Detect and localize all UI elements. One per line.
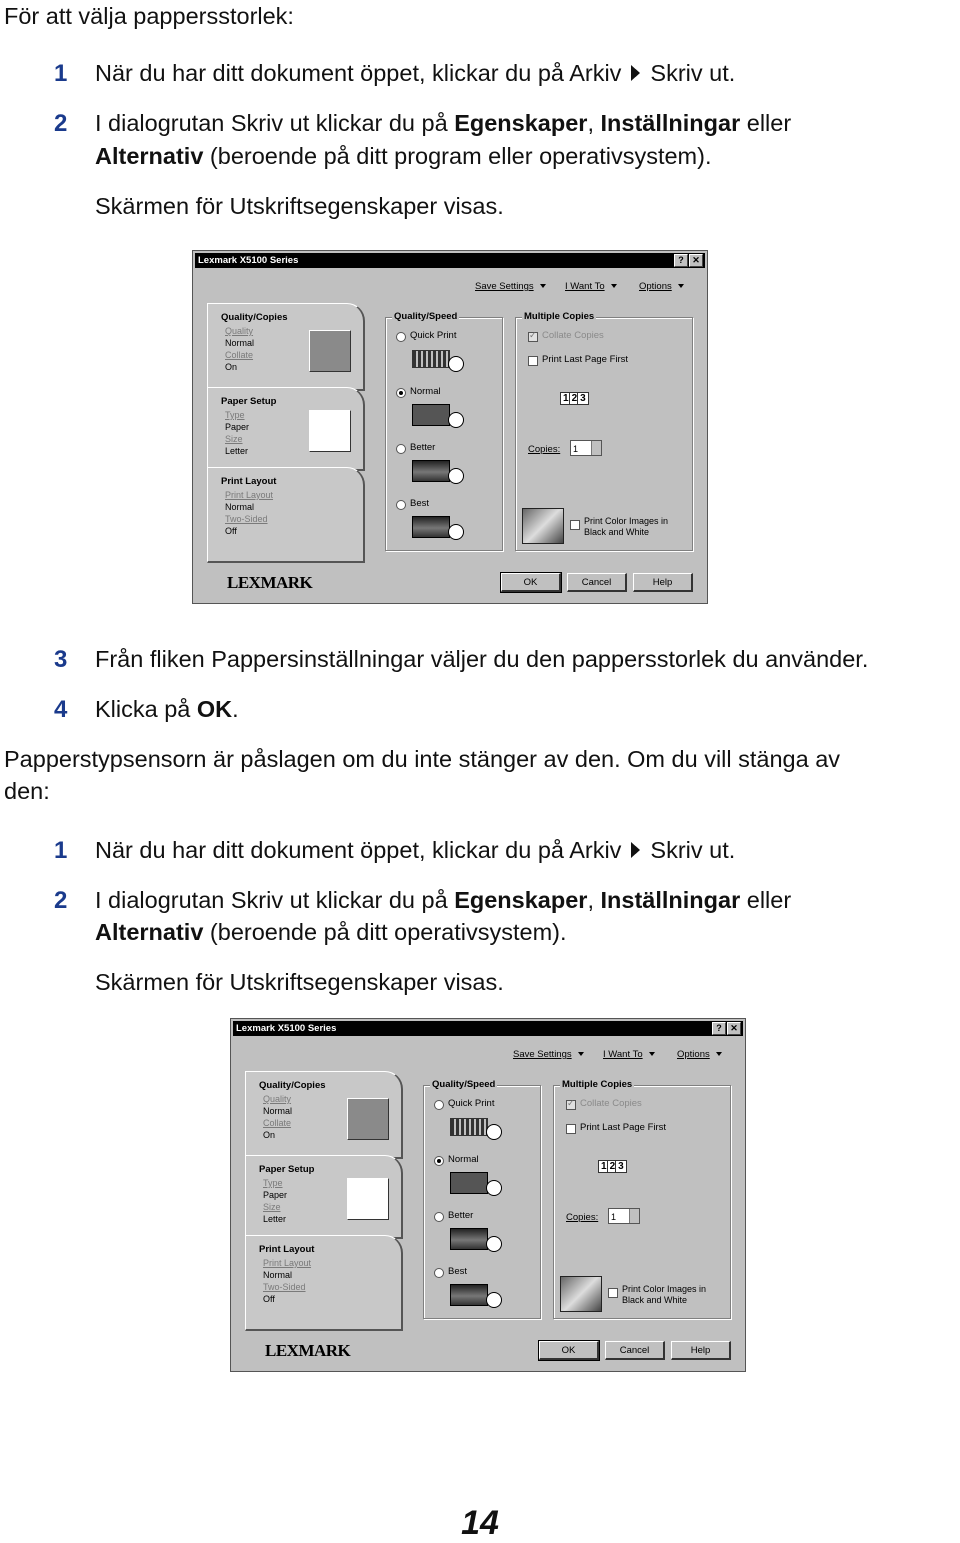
menu-label: I Want To <box>603 1049 643 1060</box>
step-rest: (beroende på ditt program eller operativsystem). <box>203 143 712 169</box>
group-label: Quality/Speed <box>432 1079 496 1090</box>
tab-label: Collate <box>263 1118 292 1128</box>
tab-label: Print Layout <box>263 1258 312 1268</box>
print-properties-dialog-2 <box>230 1018 746 1372</box>
close-icon[interactable]: ✕ <box>689 254 703 267</box>
black-white-label: Print Color Images in Black and White <box>584 516 669 537</box>
step-pre: När du har ditt dokument öppet, klickar du på Arkiv <box>95 837 622 863</box>
tab-heading: Paper Setup <box>221 396 277 407</box>
tab-print-layout[interactable] <box>207 467 365 563</box>
separator: , <box>587 110 601 136</box>
tab-heading: Paper Setup <box>259 1164 315 1175</box>
settings-tabs <box>207 303 369 565</box>
lexmark-logo: LEXMARK <box>227 573 313 592</box>
collated-pages-icon: 1 2 3 <box>560 392 586 405</box>
copies-spinner[interactable]: 1 <box>570 440 602 456</box>
better-quality-icon <box>412 460 466 484</box>
chevron-down-icon <box>540 284 546 288</box>
chevron-down-icon <box>611 284 617 288</box>
save-settings-menu[interactable] <box>475 281 546 292</box>
options-menu[interactable] <box>677 1049 722 1060</box>
radio-best[interactable] <box>396 500 406 510</box>
help-icon[interactable]: ? <box>674 254 688 267</box>
help-button[interactable]: Help <box>671 1341 731 1360</box>
black-white-label: Print Color Images in Black and White <box>622 1284 707 1305</box>
tab-value: Normal <box>263 1270 293 1280</box>
print-last-page-checkbox[interactable] <box>528 356 538 366</box>
page-number: 14 <box>461 1504 499 1542</box>
result-text: Skärmen för Utskriftsegenskaper visas. <box>95 193 504 219</box>
paragraph-line: den: <box>4 778 50 804</box>
option-label: Better <box>448 1210 474 1221</box>
tab-value: Paper <box>225 422 250 432</box>
tab-heading: Print Layout <box>221 476 277 487</box>
tab-label: Two-Sided <box>225 514 268 524</box>
normal-quality-icon <box>412 404 466 428</box>
copies-spinner[interactable]: 1 <box>608 1208 640 1224</box>
ok-button[interactable]: OK <box>501 573 561 592</box>
quick-print-icon <box>450 1116 504 1140</box>
group-label: Quality/Speed <box>394 311 458 322</box>
tab-heading: Quality/Copies <box>259 1080 326 1091</box>
option-label: Best <box>448 1266 468 1277</box>
black-white-checkbox[interactable] <box>608 1288 618 1298</box>
dialog-titlebar <box>195 253 705 268</box>
option-label: Quick Print <box>448 1098 495 1109</box>
normal-quality-icon <box>450 1172 504 1196</box>
color-images-icon <box>560 1276 602 1312</box>
help-button[interactable]: Help <box>633 573 693 592</box>
dialog-title: Lexmark X5100 Series <box>198 255 299 266</box>
paper-icon <box>309 410 351 452</box>
black-white-checkbox[interactable] <box>570 520 580 530</box>
option-label: Quick Print <box>410 330 457 341</box>
radio-quick-print[interactable] <box>434 1100 444 1110</box>
collate-label: Collate Copies <box>580 1098 642 1109</box>
tab-value: Letter <box>225 446 249 456</box>
option-label: Normal <box>410 386 441 397</box>
intro-heading: För att välja pappersstorlek: <box>4 3 294 29</box>
print-last-label: Print Last Page First <box>542 354 629 365</box>
step-number: 1 <box>54 60 68 87</box>
close-icon[interactable]: ✕ <box>727 1022 741 1035</box>
bold-term: Alternativ <box>95 919 204 945</box>
options-menu[interactable] <box>639 281 684 292</box>
result-text: Skärmen för Utskriftsegenskaper visas. <box>95 969 504 995</box>
copies-label: Copies: <box>566 1212 599 1223</box>
collate-checkbox[interactable] <box>566 1100 576 1110</box>
tab-value: Normal <box>263 1106 293 1116</box>
tab-value: Letter <box>263 1214 287 1224</box>
tab-value: Normal <box>225 338 255 348</box>
step-pre: I dialogrutan Skriv ut klickar du på <box>95 887 455 913</box>
tab-print-layout[interactable] <box>245 1235 403 1331</box>
lexmark-logo: LEXMARK <box>265 1341 351 1360</box>
tab-quality-copies[interactable] <box>207 303 365 391</box>
copies-label: Copies: <box>528 444 561 455</box>
step-text <box>95 107 791 140</box>
step-text-line2 <box>95 140 712 173</box>
printer-icon <box>309 330 351 372</box>
help-icon[interactable]: ? <box>712 1022 726 1035</box>
step-post: Skriv ut. <box>650 60 736 86</box>
option-label: Best <box>410 498 430 509</box>
collate-label: Collate Copies <box>542 330 604 341</box>
multiple-copies-group <box>553 1079 731 1319</box>
radio-normal[interactable] <box>396 388 406 398</box>
step-number: 1 <box>54 837 68 864</box>
radio-normal[interactable] <box>434 1156 444 1166</box>
i-want-to-menu[interactable] <box>603 1049 655 1060</box>
tab-value: On <box>225 362 238 372</box>
collated-pages-icon: 1 2 3 <box>598 1160 624 1173</box>
print-last-page-checkbox[interactable] <box>566 1124 576 1134</box>
step-number: 4 <box>54 696 68 723</box>
tab-paper-setup[interactable] <box>207 387 365 471</box>
chevron-down-icon <box>649 1052 655 1056</box>
separator: , <box>587 887 601 913</box>
step-rest: (beroende på ditt operativsystem). <box>203 919 567 945</box>
multiple-copies-group <box>515 311 693 551</box>
tab-label: Type <box>263 1178 283 1188</box>
dialog-titlebar <box>233 1021 743 1036</box>
tab-label: Size <box>263 1202 281 1212</box>
tab-value: Off <box>225 526 237 536</box>
chevron-down-icon <box>678 284 684 288</box>
step-pre: I dialogrutan Skriv ut klickar du på <box>95 110 455 136</box>
collate-checkbox[interactable] <box>528 332 538 342</box>
step-number: 2 <box>54 887 68 914</box>
chevron-down-icon <box>716 1052 722 1056</box>
tab-value: On <box>263 1130 276 1140</box>
paper-icon <box>347 1178 389 1220</box>
tab-value: Normal <box>225 502 255 512</box>
menu-label: Save Settings <box>475 281 534 292</box>
step-mid: eller <box>740 110 792 136</box>
quality-speed-group <box>385 311 503 551</box>
menu-label: Save Settings <box>513 1049 572 1060</box>
best-quality-icon <box>450 1284 504 1308</box>
step-text <box>95 884 791 917</box>
bold-term: Egenskaper <box>454 110 588 136</box>
chevron-down-icon <box>578 1052 584 1056</box>
best-quality-icon <box>412 516 466 540</box>
step-text-line2 <box>95 916 567 949</box>
bold-term: OK <box>196 696 233 722</box>
i-want-to-menu[interactable] <box>565 281 617 292</box>
tab-label: Collate <box>225 350 254 360</box>
quality-speed-group <box>423 1079 541 1319</box>
step-number: 3 <box>54 646 68 673</box>
step-post: . <box>232 696 239 722</box>
menu-label: Options <box>639 281 672 292</box>
step-mid: eller <box>740 887 792 913</box>
quick-print-icon <box>412 348 466 372</box>
step-pre: När du har ditt dokument öppet, klickar du på Arkiv <box>95 60 622 86</box>
menu-arrow-icon <box>631 65 640 81</box>
step-pre: Klicka på <box>95 696 197 722</box>
option-label: Better <box>410 442 436 453</box>
step-text <box>95 693 239 726</box>
step-number: 2 <box>54 110 68 137</box>
cancel-button[interactable]: Cancel <box>605 1341 665 1360</box>
tab-value: Off <box>263 1294 275 1304</box>
step-post: Skriv ut. <box>650 837 736 863</box>
paragraph-line: Papperstypsensorn är påslagen om du inte stänger av den. Om du vill stänga av <box>4 746 841 772</box>
tab-paper-setup[interactable] <box>245 1155 403 1239</box>
bold-term: Inställningar <box>600 887 741 913</box>
dialog-title: Lexmark X5100 Series <box>236 1023 337 1034</box>
settings-tabs <box>245 1071 407 1333</box>
option-label: Normal <box>448 1154 479 1165</box>
bold-term: Alternativ <box>95 143 204 169</box>
printer-icon <box>347 1098 389 1140</box>
tab-label: Print Layout <box>225 490 274 500</box>
radio-quick-print[interactable] <box>396 332 406 342</box>
print-last-label: Print Last Page First <box>580 1122 667 1133</box>
tab-label: Two-Sided <box>263 1282 306 1292</box>
bold-term: Inställningar <box>600 110 741 136</box>
bold-term: Egenskaper <box>454 887 588 913</box>
step-text <box>95 57 735 90</box>
save-settings-menu[interactable] <box>513 1049 584 1060</box>
menu-label: I Want To <box>565 281 605 292</box>
tab-heading: Print Layout <box>259 1244 315 1255</box>
radio-better[interactable] <box>434 1212 444 1222</box>
group-label: Multiple Copies <box>524 311 595 322</box>
tab-label: Size <box>225 434 243 444</box>
tab-heading: Quality/Copies <box>221 312 288 323</box>
group-label: Multiple Copies <box>562 1079 633 1090</box>
print-properties-dialog <box>192 250 708 604</box>
step-text: Från fliken Pappersinställningar väljer du den pappersstorlek du använder. <box>95 646 869 672</box>
ok-button[interactable]: OK <box>539 1341 599 1360</box>
menu-arrow-icon <box>631 842 640 858</box>
tab-value: Paper <box>263 1190 288 1200</box>
tab-label: Quality <box>263 1094 292 1104</box>
radio-best[interactable] <box>434 1268 444 1278</box>
tab-label: Type <box>225 410 245 420</box>
radio-better[interactable] <box>396 444 406 454</box>
tab-quality-copies[interactable] <box>245 1071 403 1159</box>
menu-label: Options <box>677 1049 710 1060</box>
step-text <box>95 834 735 867</box>
tab-label: Quality <box>225 326 254 336</box>
better-quality-icon <box>450 1228 504 1252</box>
cancel-button[interactable]: Cancel <box>567 573 627 592</box>
color-images-icon <box>522 508 564 544</box>
